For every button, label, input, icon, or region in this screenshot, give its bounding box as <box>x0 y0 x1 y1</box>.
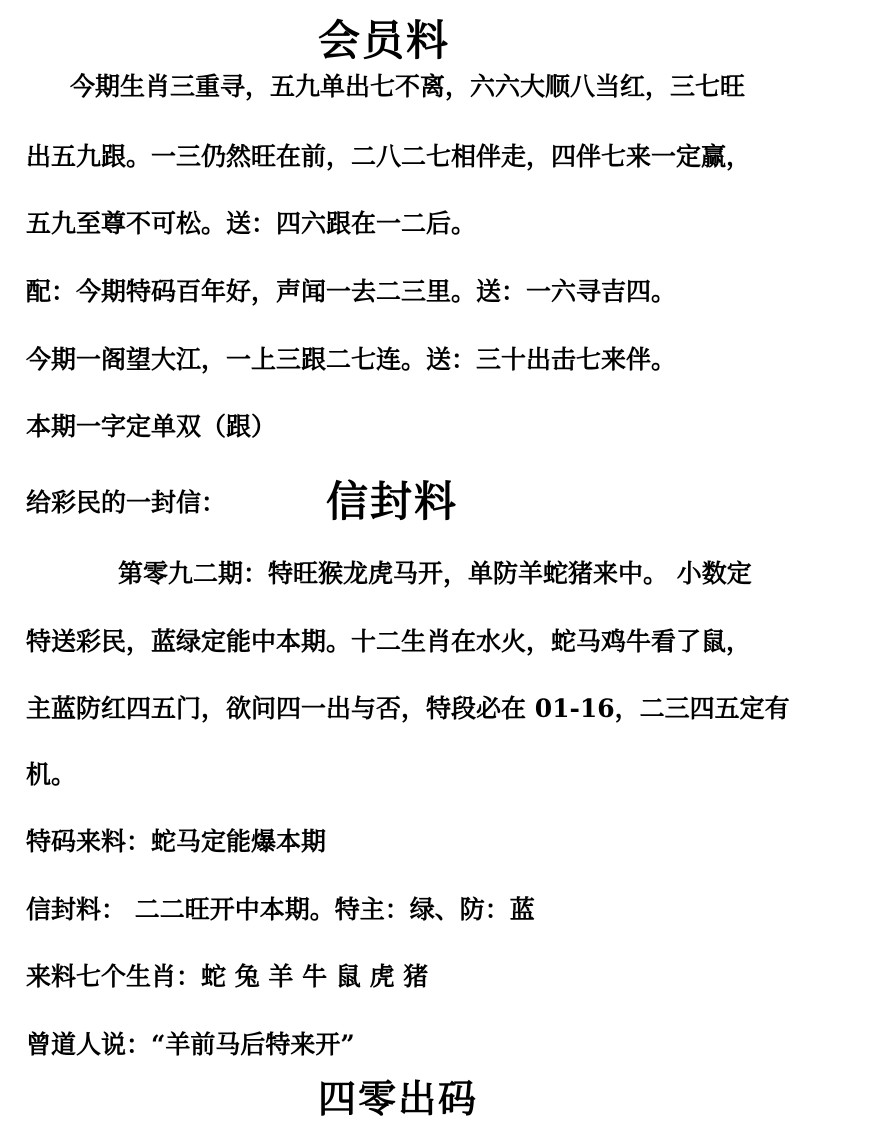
paragraph1-line-3: 五九至尊不可松。送：四六跟在一二后。 <box>26 209 477 238</box>
paragraph2-line-4: 机。 <box>26 760 77 789</box>
danshuang-line: 本期一字定单双（跟） <box>26 412 277 441</box>
letter-label: 给彩民的一封信： <box>26 488 227 517</box>
qige-line: 来料七个生肖：蛇 兔 羊 牛 鼠 虎 猪 <box>26 962 429 991</box>
paragraph2-line-3: 主蓝防红四五门，欲问四一出与否，特段必在 01-16，二三四五定有 <box>26 694 790 723</box>
pei-line: 配：今期特码百年好，声闻一去二三里。送：一六寻吉四。 <box>26 277 677 306</box>
yige-line: 今期一阁望大江，一上三跟二七连。送：三十出击七来伴。 <box>26 345 677 374</box>
envelope-title: 信封料 <box>326 477 459 526</box>
bottom-title: 四零出码 <box>318 1076 479 1121</box>
paragraph2-line-1: 第零九二期：特旺猴龙虎马开，单防羊蛇猪来中。 小数定 <box>118 559 752 588</box>
zeng-line: 曾道人说：“羊前马后特来开” <box>26 1030 355 1059</box>
paragraph2-line-2: 特送彩民，蓝绿定能中本期。十二生肖在水火，蛇马鸡牛看了鼠， <box>26 627 752 656</box>
tema-line: 特码来料：蛇马定能爆本期 <box>26 827 327 856</box>
paragraph1-line-1: 今期生肖三重寻，五九单出七不离，六六大顺八当红，三七旺 <box>70 72 746 101</box>
member-title: 会员料 <box>318 16 451 65</box>
paragraph1-line-2: 出五九跟。一三仍然旺在前，二八二七相伴走，四伴七来一定赢， <box>26 142 752 171</box>
xinfeng-line: 信封料： 二二旺开中本期。特主：绿、防：蓝 <box>26 895 535 924</box>
